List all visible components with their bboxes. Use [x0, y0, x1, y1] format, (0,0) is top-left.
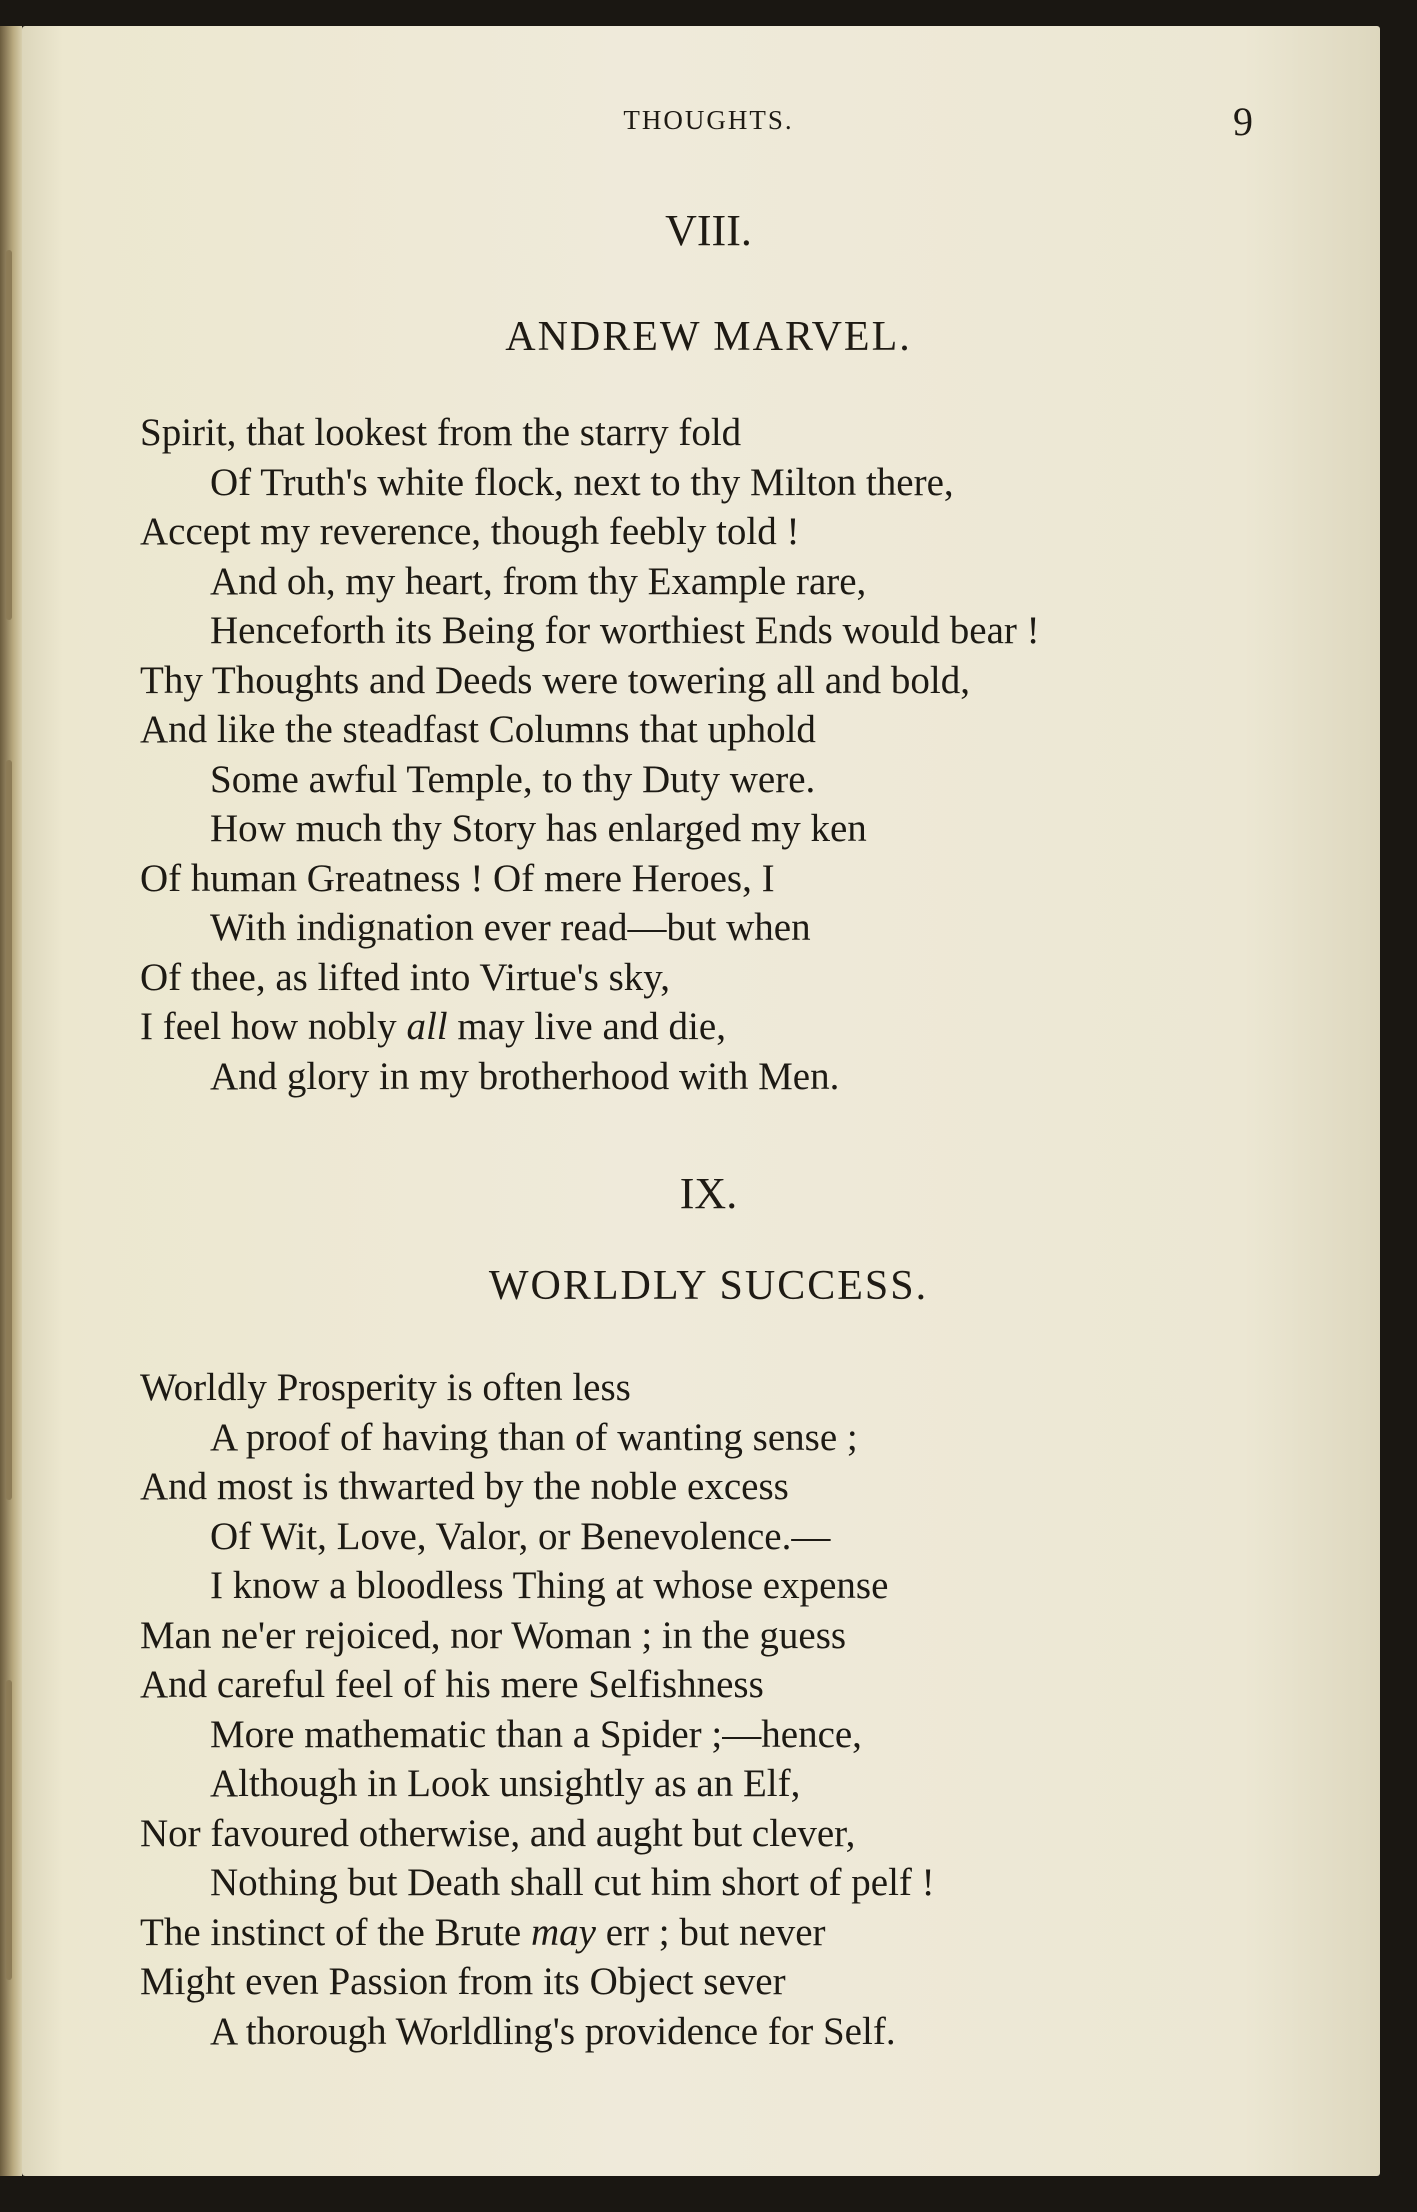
verse-line: A proof of having than of wanting sense ;	[210, 1415, 858, 1459]
poem-body	[140, 408, 1040, 1101]
verse-line: Worldly Prosperity is often less	[140, 1366, 631, 1409]
verse-line: Some awful Temple, to thy Duty were.	[210, 757, 816, 801]
verse-line: Might even Passion from its Object sever	[140, 1960, 786, 2003]
verse-line: Nothing but Death shall cut him short of pelf !	[210, 1861, 935, 1904]
verse-line: Spirit, that lookest from the starry fold	[140, 411, 742, 454]
page-number: 9	[1233, 99, 1253, 144]
verse-line: Henceforth its Being for worthiest Ends would bear !	[210, 609, 1040, 652]
verse-line: And careful feel of his mere Selfishness	[140, 1663, 764, 1706]
poem-body	[140, 1363, 935, 2056]
poem-title: ANDREW MARVEL.	[505, 314, 912, 360]
verse-line: Of Wit, Love, Valor, or Benevolence.—	[210, 1514, 831, 1558]
verse-line: And like the steadfast Columns that uphold	[140, 708, 816, 751]
binding-thread-mark	[6, 760, 12, 1500]
verse-line: I know a bloodless Thing at whose expense	[210, 1564, 889, 1607]
binding-thread-mark	[6, 250, 12, 620]
verse-line: How much thy Story has enlarged my ken	[210, 807, 867, 850]
verse-line: A thorough Worldling's providence for Self.	[210, 2009, 896, 2053]
verse-line: Of human Greatness ! Of mere Heroes, I	[140, 856, 775, 900]
verse-line: Of thee, as lifted into Virtue's sky,	[140, 955, 671, 999]
verse-line: More mathematic than a Spider ;—hence,	[210, 1712, 862, 1756]
verse-line: And most is thwarted by the noble excess	[140, 1465, 789, 1508]
verse-line: Man ne'er rejoiced, nor Woman ; in the guess	[140, 1613, 847, 1657]
poem-numeral: IX.	[679, 1169, 738, 1218]
verse-line: And oh, my heart, from thy Example rare,	[210, 559, 867, 603]
poem-title: WORLDLY SUCCESS.	[488, 1263, 929, 1309]
poem-numeral: VIII.	[665, 206, 752, 255]
verse-line: Thy Thoughts and Deeds were towering all and bold,	[140, 658, 971, 702]
verse-line: Although in Look unsightly as an Elf,	[210, 1762, 801, 1805]
verse-line: With indignation ever read—but when	[210, 906, 811, 949]
binding-thread-mark	[6, 1680, 12, 1980]
verse-line: Nor favoured otherwise, and aught but clever,	[140, 1811, 856, 1855]
verse-line: I feel how nobly all may live and die,	[140, 1005, 726, 1048]
verse-line: And glory in my brotherhood with Men.	[210, 1054, 840, 1098]
verse-line: Of Truth's white flock, next to thy Milton there,	[210, 460, 954, 504]
emphasized-word: all	[406, 1005, 448, 1048]
verse-line: Accept my reverence, though feebly told !	[140, 510, 800, 553]
emphasized-word: may	[531, 1910, 596, 1954]
verse-line: The instinct of the Brute may err ; but never	[140, 1910, 826, 1954]
running-head: THOUGHTS.	[623, 105, 794, 135]
